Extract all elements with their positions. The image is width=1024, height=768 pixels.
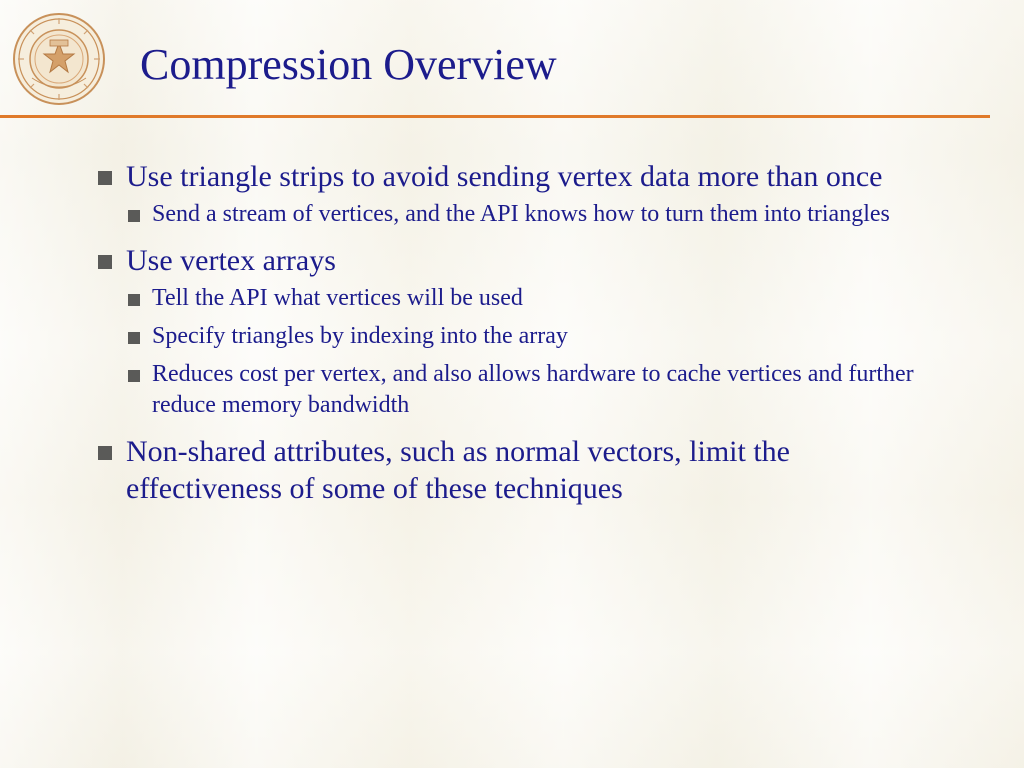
square-bullet-icon — [128, 210, 140, 222]
sub-bullet-item — [126, 321, 934, 352]
bullet-item — [94, 242, 934, 421]
square-bullet-icon — [128, 332, 140, 344]
bullet-item — [94, 433, 934, 507]
slide-body — [94, 158, 934, 513]
sub-bullet-text: Reduces cost per vertex, and also allows hardware to cache vertices and further reduce memory bandwidth — [152, 361, 914, 418]
sub-bullet-list — [126, 283, 934, 421]
sub-bullet-item — [126, 359, 934, 421]
square-bullet-icon — [128, 294, 140, 306]
bullet-text: Use vertex arrays — [126, 244, 336, 277]
university-seal-logo — [12, 12, 106, 106]
square-bullet-icon — [98, 255, 112, 269]
sub-bullet-text: Send a stream of vertices, and the API knows how to turn them into triangles — [152, 201, 890, 227]
bullet-text: Use triangle strips to avoid sending vertex data more than once — [126, 160, 883, 193]
seal-icon — [12, 12, 106, 106]
bullet-text: Non-shared attributes, such as normal vectors, limit the effectiveness of some of these techniques — [126, 435, 790, 505]
slide-title: Compression Overview — [140, 40, 557, 89]
square-bullet-icon — [128, 370, 140, 382]
sub-bullet-text: Tell the API what vertices will be used — [152, 285, 523, 311]
sub-bullet-text: Specify triangles by indexing into the array — [152, 323, 568, 349]
square-bullet-icon — [98, 171, 112, 185]
square-bullet-icon — [98, 446, 112, 460]
sub-bullet-item — [126, 199, 934, 230]
bullet-item — [94, 158, 934, 230]
sub-bullet-item — [126, 283, 934, 314]
sub-bullet-list — [126, 199, 934, 230]
bullet-list — [94, 158, 934, 507]
title-underline — [0, 115, 990, 118]
